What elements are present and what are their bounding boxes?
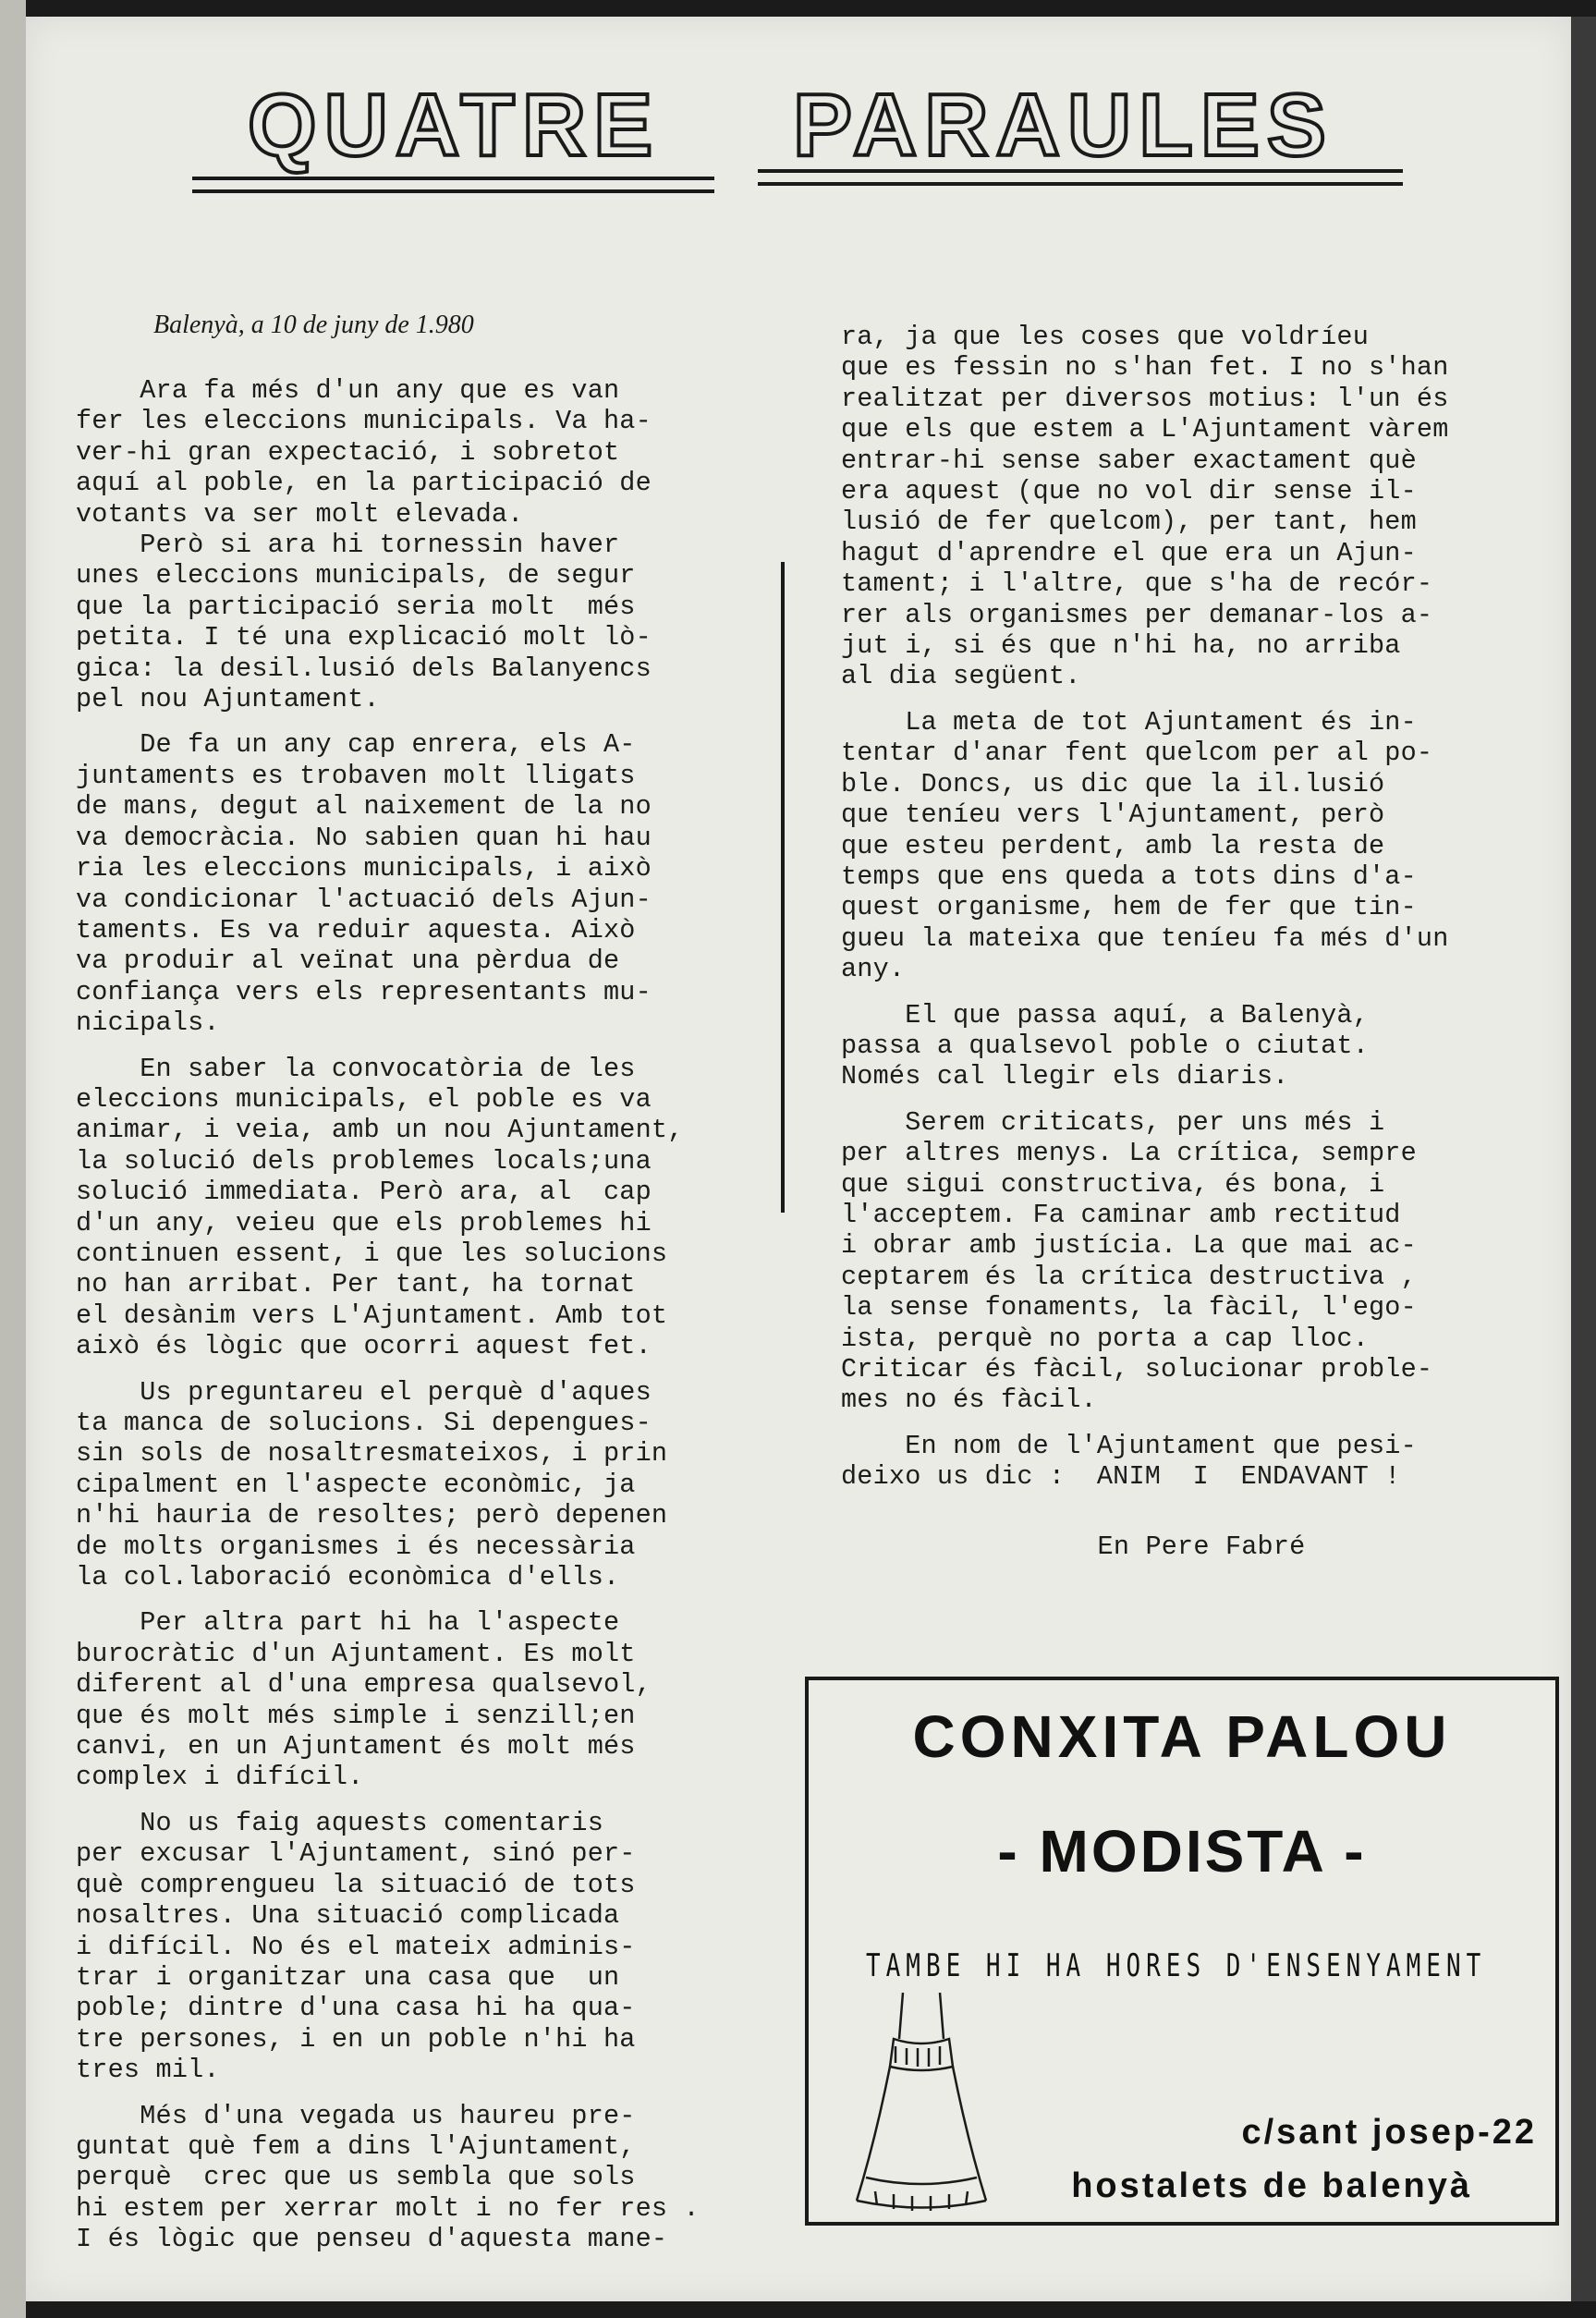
paragraph: El que passa aquí, a Balenyà, passa a qualsevol poble o ciutat. Només cal llegir els diaris. bbox=[841, 999, 1369, 1092]
title-word-1: QUATRE bbox=[248, 76, 661, 175]
ad-town: hostalets de balenyà bbox=[1071, 2166, 1472, 2205]
ad-business-name: CONXITA PALOU bbox=[912, 1703, 1452, 1770]
ad-note: TAMBE HI HA HORES D'ENSENYAMENT bbox=[866, 1948, 1487, 1984]
signature: En Pere Fabré bbox=[1097, 1531, 1306, 1562]
title-word-2: PARAULES bbox=[793, 76, 1334, 175]
paragraph: ra, ja que les coses que voldríeu que es fessin no s'han fet. I no s'han realitzat per diversos motius: l'un és que els que estem a L'Ajuntament vàrem entrar-hi sense saber exactament què era aquest (que no vol dir sense il- lusió de fer quelcom), per tant, hem hagut d'aprendre el que era un Ajun- tament; i l'altre, que s'ha de recór- rer als organismes per demanar-los a- jut i, si és que n'hi ha, no arriba al dia següent. bbox=[841, 322, 1449, 692]
masthead-lettering bbox=[183, 67, 1421, 206]
paragraph: De fa un any cap enrera, els A- juntaments es trobaven molt lligats de mans, degut al naixement de la no va democràcia. No sabien quan hi hau ria les eleccions municipals, i això va condicionar l'actuació dels Ajun- taments. Es va reduir aquesta. Això va produir al veïnat una pèrdua de confiança vers els representants mu- nicipals. bbox=[76, 729, 652, 1039]
ad-street-address: c/sant josep-22 bbox=[1241, 2113, 1537, 2152]
article-column-1 bbox=[76, 375, 778, 2270]
dateline: Balenyà, a 10 de juny de 1.980 bbox=[153, 311, 474, 339]
page-gutter bbox=[0, 0, 26, 2318]
advertisement-box bbox=[805, 1677, 1559, 2226]
dress-illustration-icon bbox=[838, 1983, 1005, 2214]
page-edge-shadow bbox=[1571, 17, 1596, 2301]
paragraph: Més d'una vegada us haureu pre- guntat què fem a dins l'Ajuntament, perquè crec que us sembla que sols hi estem per xerrar molt i no fer res . I és lògic que penseu d'aquesta mane- bbox=[76, 2100, 700, 2255]
newsletter-page bbox=[26, 17, 1571, 2301]
ad-trade: - MODISTA - bbox=[997, 1818, 1367, 1885]
paragraph: Serem criticats, per uns més i per altres menys. La crítica, sempre que sigui constructiva, és bona, i l'acceptem. Fa caminar amb rectitud i obrar amb justícia. La que mai ac- ceptarem és la crítica destructiva , la sense fonaments, la fàcil, l'ego- ista, perquè no porta a cap lloc. Criticar és fàcil, solucionar proble- mes no és fàcil. bbox=[841, 1106, 1433, 1416]
paragraph: Us preguntareu el perquè d'aques ta manca de solucions. Si depengues- sin sols de nosaltresmateixos, i prin cipalment en l'aspecte econòmic, ja n'hi hauria de resoltes; però depenen de molts organismes i és necessària la col.laboració econòmica d'ells. bbox=[76, 1376, 668, 1593]
paragraph: Per altra part hi ha l'aspecte burocràtic d'un Ajuntament. Es molt diferent al d'una empresa qualsevol, que és molt més simple i senzill;en canvi, en un Ajuntament és molt més complex i difícil. bbox=[76, 1607, 652, 1793]
article-column-2 bbox=[841, 322, 1562, 1562]
paragraph: En nom de l'Ajuntament que pesi- deixo us dic : ANIM I ENDAVANT ! bbox=[841, 1430, 1417, 1493]
paragraph: Ara fa més d'un any que es van fer les eleccions municipals. Va ha- ver-hi gran expectació, i sobretot aquí al poble, en la participació de votants va ser molt elevada. Però si ara hi tornessin haver unes eleccions municipals, de segur que la participació seria molt més petita. I té una explicació molt lò- gica: la desil.lusió dels Balanyencs pel nou Ajuntament. bbox=[76, 375, 652, 715]
paragraph: La meta de tot Ajuntament és in- tentar d'anar fent quelcom per al po- ble. Doncs, us dic que la il.lusió que teníeu vers l'Ajuntament, però que esteu perdent, amb la resta de temps que ens queda a tots dins d'a- quest organisme, hem de fer que tin- gueu la mateixa que teníeu fa més d'un any. bbox=[841, 706, 1449, 985]
paragraph: No us faig aquests comentaris per excusar l'Ajuntament, sinó per- què comprengueu la situació de tots nosaltres. Una situació complicada i difícil. No és el mateix adminis- trar i organitzar una casa que un poble; dintre d'una casa hi ha qua- tre persones, i en un poble n'hi ha tres mil. bbox=[76, 1807, 636, 2086]
paragraph: En saber la convocatòria de les eleccions municipals, el poble es va animar, i veia, amb un nou Ajuntament, la solució dels problemes locals;una solució immediata. Però ara, al cap d'un any, veieu que els problemes hi continuen essent, i que les solucions no han arribat. Per tant, ha tornat el desànim vers L'Ajuntament. Amb tot això és lògic que ocorri aquest fet. bbox=[76, 1053, 684, 1362]
masthead-title bbox=[183, 67, 1421, 206]
column-divider bbox=[781, 562, 785, 1213]
